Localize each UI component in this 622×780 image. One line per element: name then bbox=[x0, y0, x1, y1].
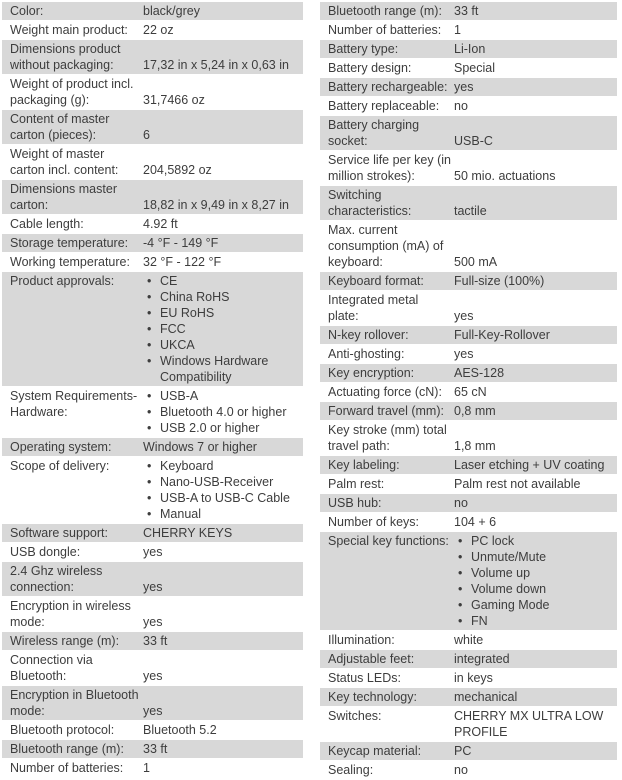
spec-value: 1 bbox=[143, 761, 150, 775]
spec-label: Forward travel (mm): bbox=[328, 404, 444, 418]
spec-value: 22 oz bbox=[143, 23, 174, 37]
spec-row bbox=[2, 180, 303, 215]
spec-table-right bbox=[320, 2, 617, 780]
spec-row bbox=[320, 707, 617, 742]
spec-row bbox=[2, 387, 303, 438]
spec-bullet-item: • Nano-USB-Receiver bbox=[143, 474, 303, 490]
spec-row bbox=[2, 234, 303, 253]
spec-row bbox=[320, 742, 617, 761]
spec-label: Status LEDs: bbox=[328, 671, 401, 685]
spec-value: white bbox=[454, 633, 484, 647]
spec-value: 204,5892 oz bbox=[143, 163, 212, 177]
spec-row bbox=[2, 2, 303, 21]
spec-label: Cable length: bbox=[10, 217, 84, 231]
spec-row bbox=[320, 402, 617, 421]
spec-label: Bluetooth protocol: bbox=[10, 723, 115, 737]
spec-value: 0,8 mm bbox=[454, 404, 496, 418]
spec-value: yes bbox=[454, 309, 474, 323]
spec-label: Connection via Bluetooth: bbox=[10, 653, 93, 683]
spec-row bbox=[320, 291, 617, 326]
spec-label: Operating system: bbox=[10, 440, 112, 454]
spec-value: mechanical bbox=[454, 690, 518, 704]
spec-bullet-item: • FN bbox=[454, 613, 617, 629]
spec-row bbox=[2, 597, 303, 632]
spec-row bbox=[2, 759, 303, 778]
spec-row bbox=[2, 543, 303, 562]
spec-value: 31,7466 oz bbox=[143, 93, 205, 107]
spec-label: Dimensions master carton: bbox=[10, 182, 117, 212]
spec-label: Wireless range (m): bbox=[10, 634, 120, 648]
spec-value: 50 mio. actuations bbox=[454, 169, 556, 183]
spec-row bbox=[2, 524, 303, 543]
spec-value: tactile bbox=[454, 204, 487, 218]
spec-bullet-item: • PC lock bbox=[454, 533, 617, 549]
spec-row bbox=[2, 272, 303, 387]
spec-row bbox=[2, 75, 303, 110]
spec-label: Illumination: bbox=[328, 633, 395, 647]
spec-bullet-item: • Keyboard bbox=[143, 458, 303, 474]
spec-label: USB dongle: bbox=[10, 545, 81, 559]
spec-label: Number of batteries: bbox=[10, 761, 124, 775]
spec-row bbox=[2, 457, 303, 524]
spec-bullet-list bbox=[143, 388, 303, 436]
spec-value: 17,32 in x 5,24 in x 0,63 in bbox=[143, 58, 289, 72]
spec-row bbox=[2, 253, 303, 272]
spec-bullet-item: • EU RoHS bbox=[143, 305, 303, 321]
spec-row bbox=[2, 721, 303, 740]
spec-value: Windows 7 or higher bbox=[143, 440, 257, 454]
spec-value: PC bbox=[454, 744, 472, 758]
spec-row bbox=[320, 532, 617, 631]
spec-row bbox=[2, 740, 303, 759]
spec-label: Encryption in Bluetooth mode: bbox=[10, 688, 139, 718]
spec-label: USB hub: bbox=[328, 496, 382, 510]
spec-row bbox=[320, 78, 617, 97]
spec-label: Working temperature: bbox=[10, 255, 130, 269]
spec-value: USB-C bbox=[454, 134, 493, 148]
spec-label: Battery design: bbox=[328, 61, 412, 75]
spec-value: no bbox=[454, 763, 468, 777]
spec-bullet-item: • UKCA bbox=[143, 337, 303, 353]
spec-label: Content of master carton (pieces): bbox=[10, 112, 110, 142]
spec-row bbox=[320, 272, 617, 291]
spec-label: Palm rest: bbox=[328, 477, 385, 491]
spec-value: CHERRY KEYS bbox=[143, 526, 233, 540]
spec-bullet-item: • China RoHS bbox=[143, 289, 303, 305]
spec-row bbox=[320, 669, 617, 688]
spec-row bbox=[320, 186, 617, 221]
spec-label: Software support: bbox=[10, 526, 108, 540]
spec-value: 6 bbox=[143, 128, 150, 142]
spec-row bbox=[320, 631, 617, 650]
spec-label: Key technology: bbox=[328, 690, 417, 704]
spec-row bbox=[320, 513, 617, 532]
spec-label: Key labeling: bbox=[328, 458, 400, 472]
spec-label: Anti-ghosting: bbox=[328, 347, 405, 361]
spec-row bbox=[320, 650, 617, 669]
spec-value: 104 + 6 bbox=[454, 515, 497, 529]
spec-bullet-item: • FCC bbox=[143, 321, 303, 337]
spec-value: 65 cN bbox=[454, 385, 487, 399]
spec-row bbox=[2, 215, 303, 234]
spec-value: Palm rest not available bbox=[454, 477, 581, 491]
spec-bullet-item: • Volume down bbox=[454, 581, 617, 597]
spec-label: Weight of product incl. packaging (g): bbox=[10, 77, 134, 107]
spec-label: Color: bbox=[10, 4, 44, 18]
spec-value: 33 ft bbox=[143, 634, 168, 648]
spec-value: Li-Ion bbox=[454, 42, 486, 56]
spec-row bbox=[2, 21, 303, 40]
spec-label: Dimensions product without packaging: bbox=[10, 42, 121, 72]
spec-label: Integrated metal plate: bbox=[328, 293, 419, 323]
spec-value: black/grey bbox=[143, 4, 200, 18]
spec-label: Battery rechargeable: bbox=[328, 80, 448, 94]
spec-label: Encryption in wireless mode: bbox=[10, 599, 131, 629]
spec-row bbox=[320, 383, 617, 402]
spec-row bbox=[2, 438, 303, 457]
spec-label: Scope of delivery: bbox=[10, 459, 110, 473]
spec-row bbox=[320, 494, 617, 513]
spec-label: Switches: bbox=[328, 709, 382, 723]
spec-value: 4.92 ft bbox=[143, 217, 178, 231]
spec-label: Max. current consumption (mA) of keyboard: bbox=[328, 223, 444, 269]
spec-value: 33 ft bbox=[143, 742, 168, 756]
spec-row bbox=[320, 456, 617, 475]
spec-row bbox=[2, 145, 303, 180]
spec-row bbox=[320, 2, 617, 21]
spec-value: yes bbox=[143, 669, 163, 683]
spec-label: Weight main product: bbox=[10, 23, 128, 37]
spec-row bbox=[320, 326, 617, 345]
spec-value: yes bbox=[143, 580, 163, 594]
spec-bullet-item: • Unmute/Mute bbox=[454, 549, 617, 565]
spec-label: Number of keys: bbox=[328, 515, 420, 529]
spec-value: Full-Key-Rollover bbox=[454, 328, 550, 342]
spec-value: integrated bbox=[454, 652, 510, 666]
spec-bullet-item: • Volume up bbox=[454, 565, 617, 581]
spec-row bbox=[320, 21, 617, 40]
spec-row bbox=[320, 421, 617, 456]
spec-row bbox=[320, 475, 617, 494]
spec-value: yes bbox=[143, 704, 163, 718]
spec-value: 500 mA bbox=[454, 255, 498, 269]
spec-bullet-list bbox=[143, 458, 303, 522]
spec-row bbox=[320, 40, 617, 59]
spec-bullet-item: • Bluetooth 4.0 or higher bbox=[143, 404, 303, 420]
spec-row bbox=[320, 59, 617, 78]
spec-bullet-item: • Manual bbox=[143, 506, 303, 522]
spec-value: 18,82 in x 9,49 in x 8,27 in bbox=[143, 198, 289, 212]
spec-label: Number of batteries: bbox=[328, 23, 442, 37]
spec-label: Keycap material: bbox=[328, 744, 422, 758]
spec-value: 1 bbox=[454, 23, 461, 37]
spec-label: 2.4 Ghz wireless connection: bbox=[10, 564, 103, 594]
spec-label: Bluetooth range (m): bbox=[328, 4, 442, 18]
spec-label: Sealing: bbox=[328, 763, 374, 777]
spec-value: 33 ft bbox=[454, 4, 479, 18]
spec-label: Key encryption: bbox=[328, 366, 415, 380]
spec-value: yes bbox=[143, 545, 163, 559]
spec-label: Service life per key (in million strokes): bbox=[328, 153, 451, 183]
spec-label: Battery type: bbox=[328, 42, 399, 56]
spec-row bbox=[320, 345, 617, 364]
spec-table-left bbox=[2, 2, 303, 778]
spec-row bbox=[320, 688, 617, 707]
spec-value: yes bbox=[454, 80, 474, 94]
spec-value: yes bbox=[454, 347, 474, 361]
spec-value: AES-128 bbox=[454, 366, 505, 380]
spec-row bbox=[320, 151, 617, 186]
spec-label: Bluetooth range (m): bbox=[10, 742, 124, 756]
spec-label: Battery replaceable: bbox=[328, 99, 440, 113]
spec-bullet-item: • USB-A to USB-C Cable bbox=[143, 490, 303, 506]
spec-value: in keys bbox=[454, 671, 493, 685]
spec-row bbox=[2, 40, 303, 75]
spec-row bbox=[320, 364, 617, 383]
spec-bullet-item: • USB-A bbox=[143, 388, 303, 404]
spec-bullet-item: • Windows Hardware Compatibility bbox=[143, 353, 303, 385]
spec-label: Adjustable feet: bbox=[328, 652, 415, 666]
spec-value: no bbox=[454, 496, 468, 510]
spec-row bbox=[2, 651, 303, 686]
spec-bullet-item: • USB 2.0 or higher bbox=[143, 420, 303, 436]
spec-value: Full-size (100%) bbox=[454, 274, 545, 288]
spec-label: System Requirements-Hardware: bbox=[10, 389, 138, 419]
spec-value: no bbox=[454, 99, 468, 113]
spec-value: 1,8 mm bbox=[454, 439, 496, 453]
spec-row bbox=[320, 97, 617, 116]
spec-label: Keyboard format: bbox=[328, 274, 424, 288]
spec-value: Special bbox=[454, 61, 495, 75]
spec-label: Special key functions: bbox=[328, 534, 449, 548]
spec-label: Key stroke (mm) total travel path: bbox=[328, 423, 447, 453]
spec-row bbox=[320, 221, 617, 272]
spec-label: Switching characteristics: bbox=[328, 188, 412, 218]
spec-label: Battery charging socket: bbox=[328, 118, 420, 148]
spec-label: Actuating force (cN): bbox=[328, 385, 442, 399]
spec-row bbox=[320, 116, 617, 151]
spec-row bbox=[2, 562, 303, 597]
spec-value: CHERRY MX ULTRA LOW PROFILE bbox=[454, 709, 604, 739]
spec-label: Storage temperature: bbox=[10, 236, 129, 250]
spec-value: -4 °F - 149 °F bbox=[143, 236, 219, 250]
spec-row bbox=[320, 761, 617, 780]
spec-bullet-list bbox=[454, 533, 617, 629]
spec-value: yes bbox=[143, 615, 163, 629]
spec-row bbox=[2, 632, 303, 651]
spec-row bbox=[2, 110, 303, 145]
spec-row bbox=[2, 686, 303, 721]
spec-value: Bluetooth 5.2 bbox=[143, 723, 217, 737]
spec-label: Product approvals: bbox=[10, 274, 115, 288]
spec-bullet-list bbox=[143, 273, 303, 385]
spec-bullet-item: • Gaming Mode bbox=[454, 597, 617, 613]
spec-bullet-item: • CE bbox=[143, 273, 303, 289]
spec-value: Laser etching + UV coating bbox=[454, 458, 605, 472]
spec-value: 32 °F - 122 °F bbox=[143, 255, 222, 269]
spec-label: Weight of master carton incl. content: bbox=[10, 147, 119, 177]
spec-label: N-key rollover: bbox=[328, 328, 409, 342]
